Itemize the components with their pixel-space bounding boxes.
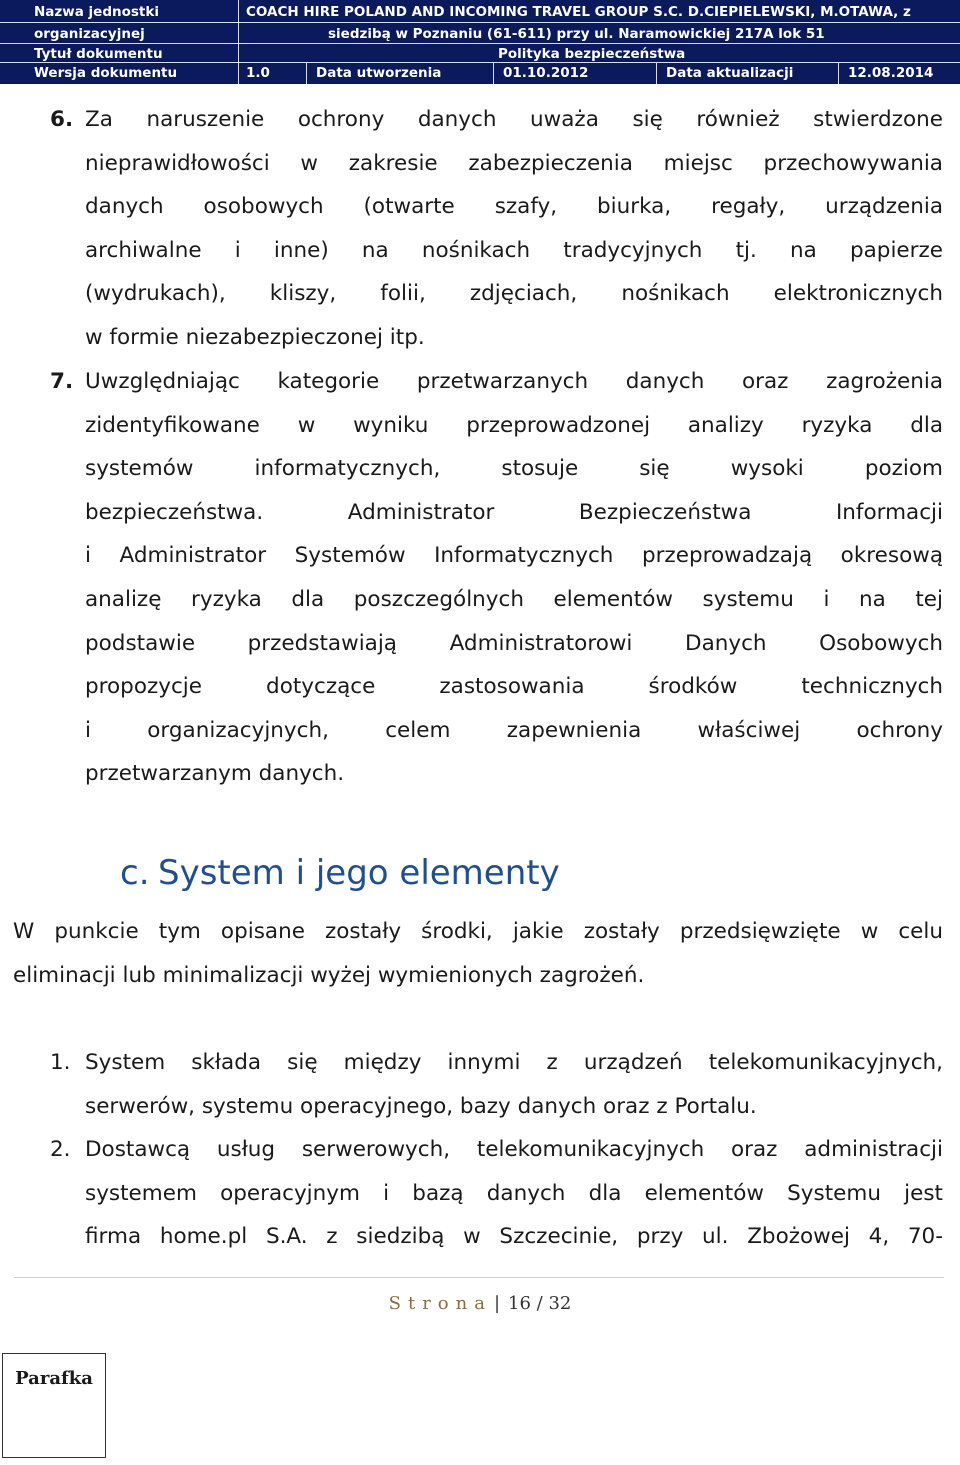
item-number-7: 7. [50,369,74,394]
item-number-1: 1. [50,1050,71,1075]
text-line: W punkcie tym opisane zostały środki, jakie zostały przedsięwzięte w celu [13,919,943,944]
parafka-box [2,1353,106,1458]
text-line: zidentyfikowane w wyniku przeprowadzonej analizy ryzyka dla [85,412,943,438]
document-header [0,0,960,84]
text-line: (wydrukach), kliszy, folii, zdjęciach, nośnikach elektronicznych [85,281,943,307]
text-line: w formie niezabezpieczonej itp. [85,324,425,350]
header-unit-value-2: siedzibą w Poznaniu (61-611) przy ul. Naramowickiej 217A lok 51 [328,26,825,42]
header-version-value: 1.0 [246,65,270,81]
header-updated-value: 12.08.2014 [848,65,934,81]
text-line: Za naruszenie ochrony danych uważa się również stwierdzone [85,107,943,132]
text-line: propozycje dotyczące zastosowania środków technicznych [85,674,943,700]
text-line: analizę ryzyka dla poszczególnych elementów systemu i na tej [85,586,943,612]
header-title-value: Polityka bezpieczeństwa [498,46,686,62]
footer-divider [14,1277,944,1278]
item-6-text [85,98,943,360]
parafka-label: Parafka [15,1368,93,1389]
header-unit-value: COACH HIRE POLAND AND INCOMING TRAVEL GROUP S.C. D.CIEPIELEWSKI, M.OTAWA, z [246,4,911,20]
text-line: bezpieczeństwa. Administrator Bezpieczeństwa Informacji [85,499,943,525]
text-line: archiwalne i inne) na nośnikach tradycyjnych tj. na papierze [85,237,943,263]
item-number-2: 2. [50,1137,71,1162]
text-line: przetwarzanym danych. [85,761,345,787]
header-updated-label: Data aktualizacji [666,65,794,81]
text-line: System składa się między innymi z urządzeń telekomunikacyjnych, [85,1050,943,1075]
text-line: eliminacji lub minimalizacji wyżej wymienionych zagrożeń. [13,962,645,988]
header-unit-label: Nazwa jednostki [34,4,159,20]
page-number: 16 / 32 [508,1293,572,1314]
text-line: i organizacyjnych, celem zapewnienia właściwej ochrony [85,717,943,743]
text-line: Dostawcą usług serwerowych, telekomunikacyjnych oraz administracji [85,1137,943,1162]
header-title-label: Tytuł dokumentu [34,46,163,62]
text-line: serwerów, systemu operacyjnego, bazy danych oraz z Portalu. [85,1093,757,1119]
section-letter: c. [120,853,150,893]
item-1-text [85,1041,943,1128]
header-unit-label-2: organizacyjnej [34,26,145,42]
text-line: podstawie przedstawiają Administratorowi Danych Osobowych [85,630,943,656]
section-title: System i jego elementy [158,853,560,893]
page-label: Strona [388,1293,492,1314]
header-row-version [0,63,960,83]
header-row-title [0,44,960,64]
page-indicator [0,1293,960,1314]
text-line: systemów informatycznych, stosuje się wysoki poziom [85,456,943,482]
text-line: danych osobowych (otwarte szafy, biurka, regały, urządzenia [85,194,943,220]
item-2-text [85,1128,943,1259]
header-created-label: Data utworzenia [316,65,442,81]
header-version-label: Wersja dokumentu [34,65,178,81]
item-7-text [85,360,943,796]
header-row-unit-2 [0,24,960,44]
text-line: nieprawidłowości w zakresie zabezpieczenia miejsc przechowywania [85,150,943,176]
text-line: firma home.pl S.A. z siedzibą w Szczecinie, przy ul. Zbożowej 4, 70- [85,1224,943,1250]
header-row-unit [0,2,960,22]
section-heading [120,849,560,897]
text-line: systemem operacyjnym i bazą danych dla elementów Systemu jest [85,1180,943,1206]
item-number-6: 6. [50,107,74,132]
text-line: i Administrator Systemów Informatycznych przeprowadzają okresową [85,543,943,569]
section-intro [13,910,943,997]
header-created-value: 01.10.2012 [503,65,589,81]
text-line: Uwzględniając kategorie przetwarzanych danych oraz zagrożenia [85,369,943,394]
page-separator: | [493,1293,501,1314]
